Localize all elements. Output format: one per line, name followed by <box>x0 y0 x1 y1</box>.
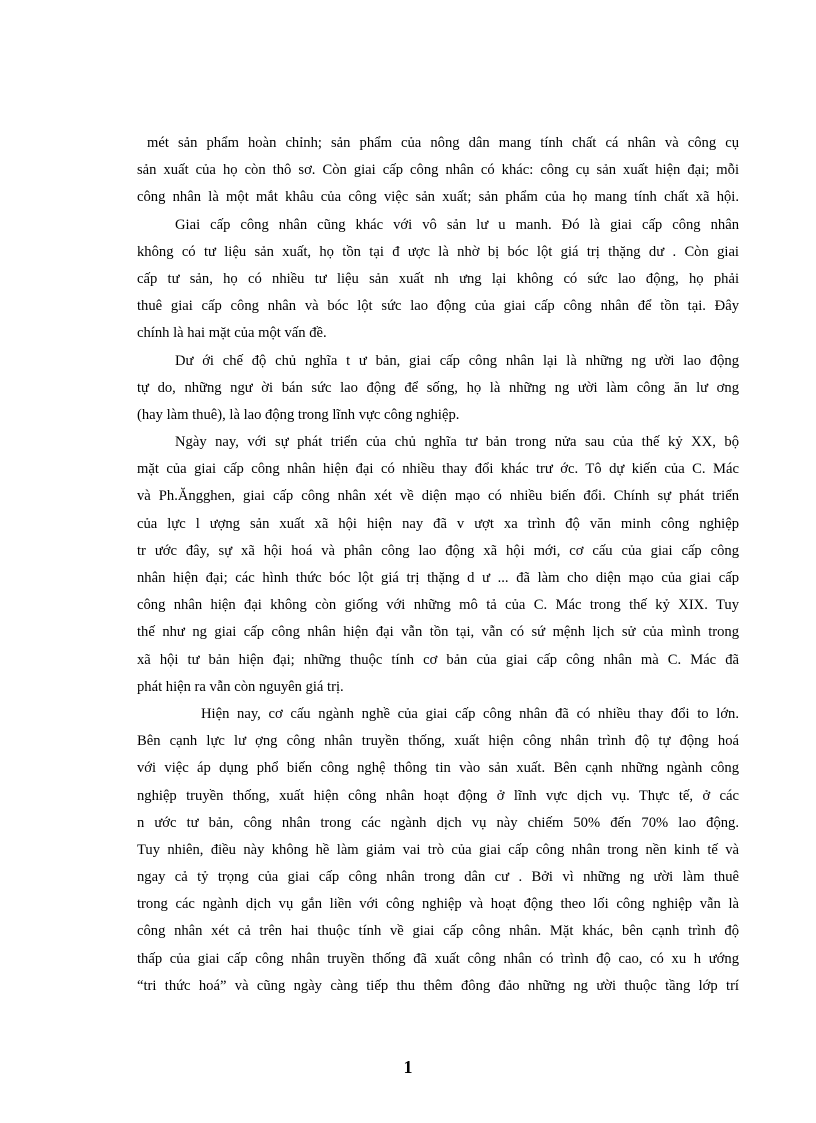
text-line: xã hội tư bản hiện đại; những thuộc tính cơ bản của giai cấp công nhân mà C. Mác đã <box>137 651 739 668</box>
text-line: Hiện nay, cơ cấu ngành nghề của giai cấp công nhân đã có nhiều thay đổi to lớn. <box>201 705 739 722</box>
text-line: với việc áp dụng phổ biến công nghệ thông tin vào sản xuất. Bên cạnh những ngành công <box>137 760 739 777</box>
text-line: thấp của giai cấp công nhân truyền thống đã xuất công nhân có trình độ cao, có xu h ướng <box>137 950 739 967</box>
text-line: thế như ng giai cấp công nhân hiện đại vẫn tồn tại, vẫn có sứ mệnh lịch sử của mình trong <box>137 624 739 641</box>
text-line: nghiệp truyền thống, xuất hiện công nhân hoạt động ở lĩnh vực dịch vụ. Thực tế, ở các <box>137 787 739 804</box>
text-line: cấp tư sản, họ có nhiều tư liệu sản xuất nh ưng lại không có sức lao động, họ phải <box>137 270 739 287</box>
text-line: trong các ngành dịch vụ gắn liền với công nghiệp và hoạt động theo lối công nghiệp vẫn là <box>137 896 739 913</box>
text-line: (hay làm thuê), là lao động trong lĩnh vực công nghiệp. <box>137 406 460 423</box>
text-line: phát hiện ra vẫn còn nguyên giá trị. <box>137 678 344 695</box>
text-line: thuê giai cấp công nhân và bóc lột sức lao động của giai cấp công nhân để tồn tại. Đây <box>137 298 739 315</box>
text-line: chính là hai mặt của một vấn đề. <box>137 325 327 342</box>
body-text <box>137 130 739 1000</box>
text-line: công nhân hiện đại không còn giống với những mô tả của C. Mác trong thế kỷ XIX. Tuy <box>137 597 739 614</box>
text-line: không có tư liệu sản xuất, họ tồn tại đ ược là nhờ bị bóc lột giá trị thặng dư . Còn giai <box>137 243 739 260</box>
text-line: nhân hiện đại; các hình thức bóc lột giá trị thặng d ư ... đã làm cho diện mạo của giai cấp <box>137 570 739 586</box>
text-line: ngay cả tỷ trọng của giai cấp công nhân trong dân cư . Bởi vì những ng ười làm thuê <box>137 869 739 886</box>
text-line: tự do, những ngư ời bán sức lao động để sống, họ là những ng ười làm công ăn lư ơng <box>137 379 739 396</box>
text-line: mặt của giai cấp công nhân hiện đại có nhiều thay đổi khác trư ớc. Tô dự kiến của C. Mác <box>137 461 739 478</box>
text-line: Giai cấp công nhân cũng khác với vô sản lư u manh. Đó là giai cấp công nhân <box>175 216 739 233</box>
text-line: Dư ới chế độ chủ nghĩa t ư bản, giai cấp công nhân lại là những ng ười lao động <box>175 352 739 369</box>
text-line: tr ước đây, sự xã hội hoá và phân công lao động xã hội mới, cơ cấu của giai cấp công <box>137 542 739 559</box>
text-line: sản xuất của họ còn thô sơ. Còn giai cấp công nhân có khác: công cụ sản xuất hiện đại; mỗi <box>137 162 739 179</box>
text-line: “tri thức hoá” và cũng ngày càng tiếp thu thêm đông đảo những ng ười thuộc tầng lớp trí <box>137 977 739 994</box>
text-line: Bên cạnh lực lư ợng công nhân truyền thống, xuất hiện công nhân trình độ tự động hoá <box>137 733 739 750</box>
text-line: của lực l ượng sản xuất xã hội hiện nay đã v ượt xa trình độ văn minh công nghiệp <box>137 515 739 532</box>
text-line: n ước tư bản, công nhân trong các ngành dịch vụ này chiếm 50% đến 70% lao động. <box>137 814 739 831</box>
text-line: mét sản phẩm hoàn chỉnh; sản phẩm của nông dân mang tính chất cá nhân và công cụ <box>147 135 739 151</box>
text-line: Tuy nhiên, điều này không hề làm giảm vai trò của giai cấp công nhân trong nền kinh tế và <box>137 841 739 858</box>
page-number: 1 <box>403 1057 413 1077</box>
text-line: công nhân là một mắt khâu của công việc sản xuất; sản phẩm của họ mang tính chất xã hội. <box>137 189 739 206</box>
text-line: và Ph.Ăngghen, giai cấp công nhân xét về diện mạo có nhiều biến đổi. Chính sự phát triển <box>137 488 739 505</box>
text-line: công nhân xét cả trên hai thuộc tính về giai cấp công nhân. Mặt khác, bên cạnh trình độ <box>137 923 739 940</box>
text-line: Ngày nay, với sự phát triển của chủ nghĩa tư bản trong nửa sau của thế kỷ XX, bộ <box>175 434 739 451</box>
